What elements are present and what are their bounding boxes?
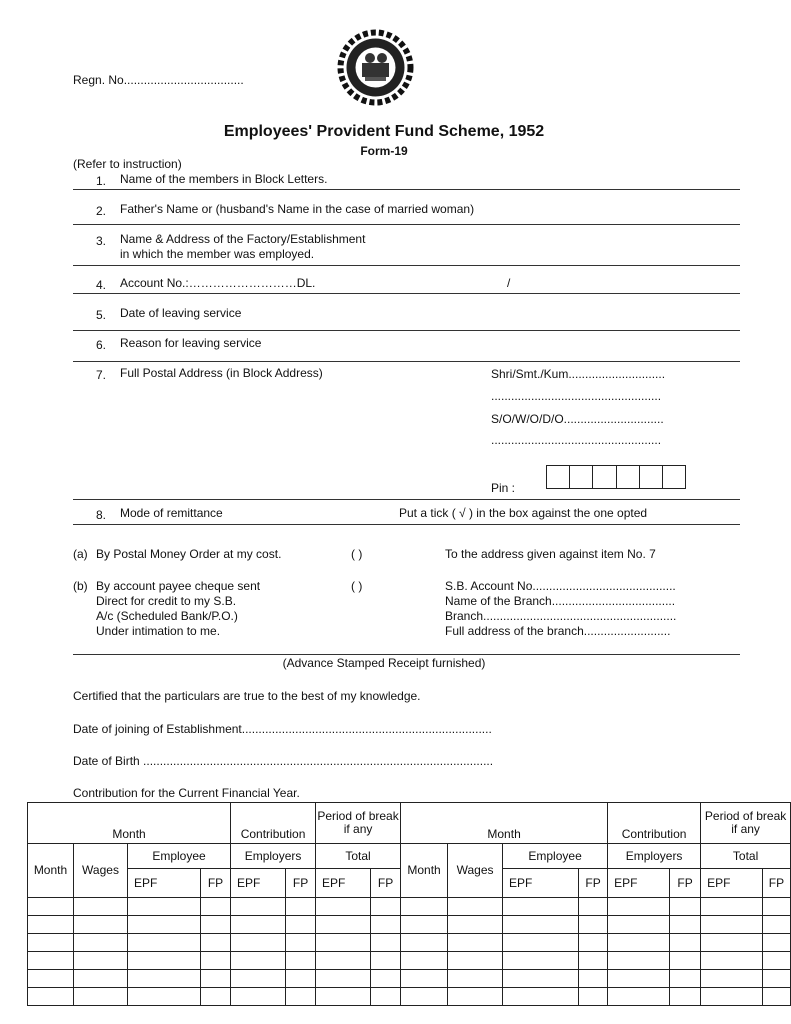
fp-header: FP [201, 869, 231, 898]
epfo-emblem-icon [338, 30, 413, 105]
divider [73, 189, 740, 190]
address-line-4: ................................................... [491, 433, 662, 447]
pin-digit-box[interactable] [617, 466, 640, 488]
sb-account-no: S.B. Account No........................................... [445, 579, 676, 593]
branch: Branch.......................................................... [445, 609, 677, 623]
option-a-tick-box[interactable]: ( ) [351, 547, 363, 561]
item-6-number: 6. [95, 338, 106, 352]
option-a-text: By Postal Money Order at my cost. [96, 547, 282, 561]
period-break-header-left: Period of break if any [316, 803, 401, 844]
divider [73, 330, 740, 331]
fp-header: FP [670, 869, 701, 898]
divider [73, 293, 740, 294]
item-3-label-line2: in which the member was employed. [120, 247, 315, 261]
branch-address: Full address of the branch.......................... [445, 624, 671, 638]
item-2-label: Father's Name or (husband's Name in the case of married woman) [120, 202, 475, 216]
item-3-label: Name & Address of the Factory/Establishment [120, 232, 366, 246]
wages-header: Wages [448, 844, 503, 898]
fp-header: FP [579, 869, 608, 898]
contribution-header-left: Contribution [231, 803, 316, 844]
divider [73, 654, 740, 655]
item-8-number: 8. [95, 508, 106, 522]
pin-digit-box[interactable] [593, 466, 616, 488]
epf-header: EPF [316, 869, 371, 898]
option-b-tick-box[interactable]: ( ) [351, 579, 363, 593]
date-of-birth: Date of Birth ......................................................................................................... [73, 754, 494, 768]
table-row [28, 988, 791, 1006]
item-8-label: Mode of remittance [120, 506, 223, 520]
epf-header: EPF [128, 869, 201, 898]
pin-digit-box[interactable] [663, 466, 685, 488]
page-title: Employees' Provident Fund Scheme, 1952 [223, 123, 545, 140]
contribution-header-right: Contribution [608, 803, 701, 844]
option-b-label: (b) [73, 579, 88, 593]
epf-header: EPF [503, 869, 579, 898]
epf-header: EPF [231, 869, 286, 898]
item-6-label: Reason for leaving service [120, 336, 262, 350]
pin-digit-box[interactable] [547, 466, 570, 488]
pin-digit-box[interactable] [640, 466, 663, 488]
table-row [28, 970, 791, 988]
address-sowodo: S/O/W/O/D/O.............................. [491, 412, 664, 426]
contribution-title: Contribution for the Current Financial Year. [73, 786, 300, 800]
form-number: Form-19 [360, 144, 408, 158]
divider [73, 224, 740, 225]
divider [73, 265, 740, 266]
item-4-label: Account No.:………………………DL. [120, 276, 316, 290]
item-1-label: Name of the members in Block Letters. [120, 172, 328, 186]
option-b-line-4: Under intimation to me. [96, 624, 221, 638]
option-a-label: (a) [73, 547, 88, 561]
address-shri: Shri/Smt./Kum............................. [491, 367, 666, 381]
date-of-joining: Date of joining of Establishment........................................................................... [73, 722, 492, 736]
fp-header: FP [763, 869, 791, 898]
table-row [28, 952, 791, 970]
table-row [28, 934, 791, 952]
total-header: Total [701, 844, 791, 869]
certification: Certified that the particulars are true to the best of my knowledge. [73, 689, 421, 703]
fp-header: FP [371, 869, 401, 898]
pin-label: Pin : [491, 481, 516, 495]
employee-header: Employee [128, 844, 231, 869]
contribution-table [27, 802, 791, 1006]
table-row [28, 916, 791, 934]
divider [73, 499, 740, 500]
month-header: Month [401, 844, 448, 898]
refer-instruction: (Refer to instruction) [73, 157, 182, 171]
wages-header: Wages [74, 844, 128, 898]
epf-header: EPF [608, 869, 670, 898]
period-break-header-right: Period of break if any [701, 803, 791, 844]
account-slash: / [507, 276, 511, 290]
option-b-line-2: Direct for credit to my S.B. [96, 594, 237, 608]
regn-no: Regn. No.................................... [73, 73, 244, 87]
option-b-line-3: A/c (Scheduled Bank/P.O.) [96, 609, 238, 623]
option-a-right: To the address given against item No. 7 [445, 547, 656, 561]
employers-header: Employers [231, 844, 316, 869]
address-line-2: ................................................... [491, 389, 662, 403]
item-4-number: 4. [95, 278, 106, 292]
stamped-receipt-note: (Advance Stamped Receipt furnished) [282, 656, 486, 670]
item-5-label: Date of leaving service [120, 306, 242, 320]
pin-code-boxes[interactable] [546, 465, 686, 489]
month-group-header-right: Month [401, 803, 608, 844]
item-5-number: 5. [95, 308, 106, 322]
item-2-number: 2. [95, 204, 106, 218]
divider [73, 361, 740, 362]
pin-digit-box[interactable] [570, 466, 593, 488]
item-7-label: Full Postal Address (in Block Address) [120, 366, 323, 380]
branch-name: Name of the Branch..................................... [445, 594, 676, 608]
month-group-header-left: Month [28, 803, 231, 844]
tick-note: Put a tick ( √ ) in the box against the one opted [399, 506, 648, 520]
fp-header: FP [286, 869, 316, 898]
item-7-number: 7. [95, 368, 106, 382]
item-3-number: 3. [95, 234, 106, 248]
employee-header: Employee [503, 844, 608, 869]
divider [73, 524, 740, 525]
option-b-line-1: By account payee cheque sent [96, 579, 261, 593]
epf-header: EPF [701, 869, 763, 898]
month-header: Month [28, 844, 74, 898]
total-header: Total [316, 844, 401, 869]
table-row [28, 898, 791, 916]
employers-header: Employers [608, 844, 701, 869]
item-1-number: 1. [95, 174, 106, 188]
